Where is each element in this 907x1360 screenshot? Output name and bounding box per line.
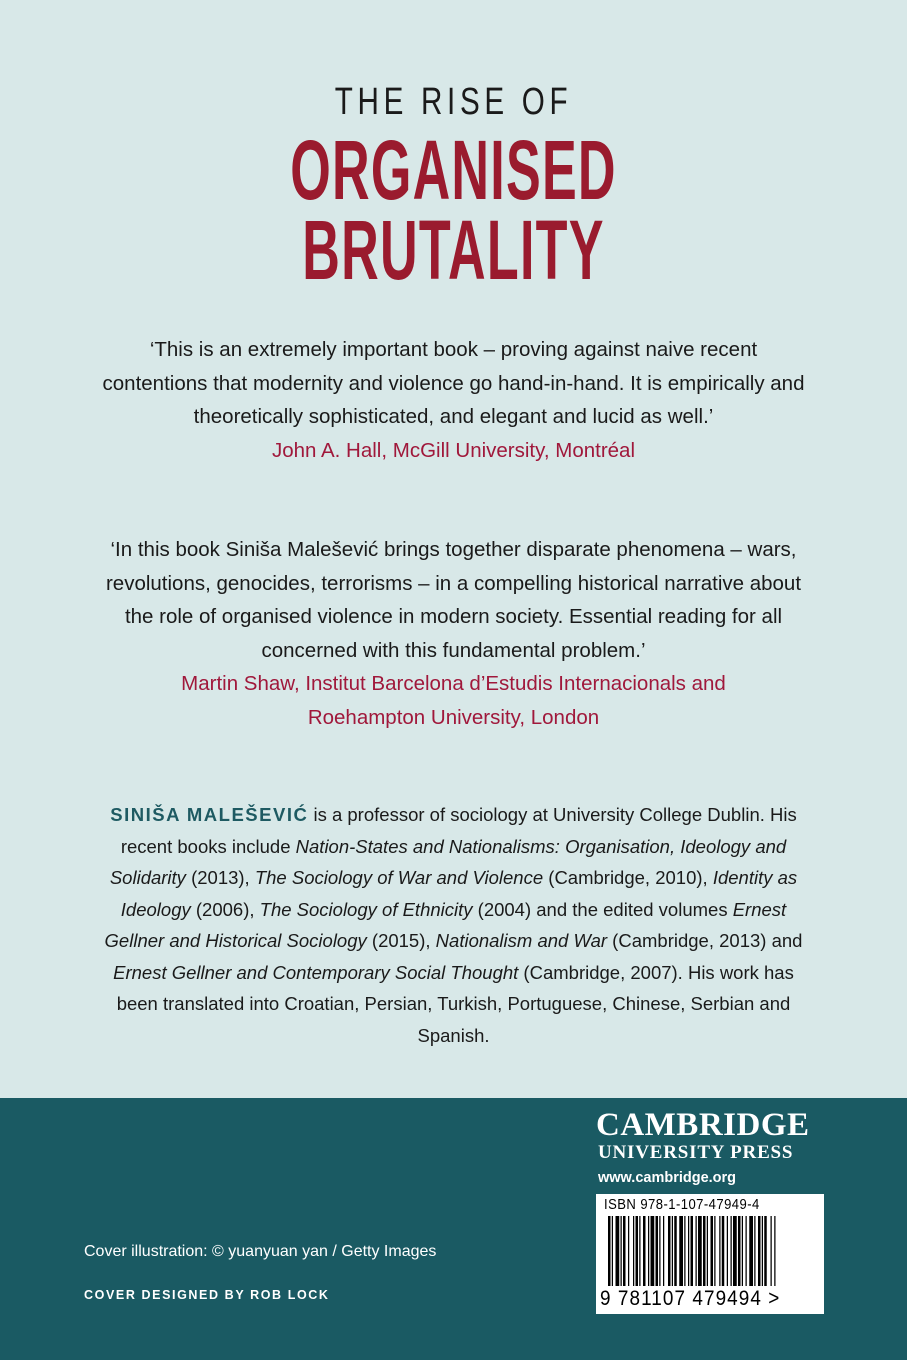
barcode-bar xyxy=(688,1216,689,1286)
cover-illustration-credit: Cover illustration: © yuanyuan yan / Getty Images xyxy=(84,1243,437,1260)
barcode-bar xyxy=(643,1216,646,1286)
publisher-press: UNIVERSITY PRESS xyxy=(598,1142,794,1163)
barcode-bar xyxy=(636,1216,639,1286)
bio-text: (2006), xyxy=(190,898,260,920)
barcode-bar xyxy=(663,1216,664,1286)
footer-band xyxy=(0,1098,907,1360)
isbn-label: ISBN 978-1-107-47949-4 xyxy=(604,1197,760,1213)
barcode-bar xyxy=(754,1216,755,1286)
publisher-logo: CAMBRIDGE xyxy=(596,1107,810,1143)
barcode-bar xyxy=(758,1216,761,1286)
barcode-bar xyxy=(616,1216,620,1286)
barcode-bar xyxy=(612,1216,613,1286)
barcode-bar xyxy=(639,1216,640,1286)
bio-text: (2004) and the edited volumes xyxy=(472,898,733,920)
barcode-icon xyxy=(608,1216,816,1286)
barcode-bar xyxy=(714,1216,715,1286)
review-quote-2 xyxy=(100,533,807,734)
barcode-bar xyxy=(672,1216,673,1286)
review-quote-1 xyxy=(100,333,807,467)
barcode-bar xyxy=(711,1216,714,1286)
quote-attribution: John A. Hall, McGill University, Montréal xyxy=(271,438,636,462)
author-name: SINIŠA MALEŠEVIĆ xyxy=(110,804,309,825)
publisher-url: www.cambridge.org xyxy=(598,1170,737,1186)
book-title-ref: Ernest Gellner and Contemporary Social Thought xyxy=(113,961,519,983)
quote-attribution: Roehampton University, London xyxy=(307,705,600,729)
bio-text: (Cambridge, 2010), xyxy=(543,867,713,888)
barcode-bar xyxy=(764,1216,767,1286)
bio-text: (2015), xyxy=(366,930,436,951)
barcode-bar xyxy=(774,1216,775,1286)
quote-attribution: Martin Shaw, Institut Barcelona d’Estudis Internacionals and xyxy=(181,672,726,695)
book-title-ref: Nationalism and War xyxy=(435,930,608,951)
barcode-bar xyxy=(608,1216,611,1286)
barcode-bar xyxy=(731,1216,732,1286)
barcode-bar xyxy=(656,1216,659,1286)
barcode-bar xyxy=(719,1216,720,1286)
book-title-ref: The Sociology of Ethnicity xyxy=(259,898,473,920)
title-line-2: ORGANISED xyxy=(290,123,617,217)
barcode-bar xyxy=(674,1216,677,1286)
title-line-1: THE RISE OF xyxy=(334,81,573,123)
bio-text: is a professor of sociology at University College Dublin. His recent books include xyxy=(120,804,797,857)
barcode-bar xyxy=(727,1216,728,1286)
barcode-bar xyxy=(659,1216,660,1286)
barcode-bar xyxy=(698,1216,702,1286)
barcode-bar xyxy=(742,1216,743,1286)
barcode-bar xyxy=(746,1216,747,1286)
barcode-bar xyxy=(633,1216,634,1286)
barcode-bar xyxy=(696,1216,697,1286)
barcode-bar xyxy=(771,1216,772,1286)
book-title xyxy=(0,80,907,297)
barcode-bar xyxy=(623,1216,626,1286)
barcode-digits: 9 781107 479494 > xyxy=(600,1287,781,1310)
barcode-bar xyxy=(679,1216,683,1286)
barcode-bar xyxy=(738,1216,741,1286)
bio-text: (Cambridge, 2013) and xyxy=(607,930,803,951)
cover-designer-credit: COVER DESIGNED BY ROB LOCK xyxy=(84,1288,330,1302)
book-title-ref: The Sociology of War and Violence xyxy=(254,867,544,888)
barcode-bar xyxy=(648,1216,649,1286)
book-title-ref: Identity as Ideology xyxy=(120,867,798,920)
isbn-barcode xyxy=(596,1194,824,1314)
barcode-bar xyxy=(722,1216,725,1286)
barcode-bar xyxy=(668,1216,671,1286)
barcode-bar xyxy=(707,1216,708,1286)
title-line-3: BRUTALITY xyxy=(302,203,605,297)
barcode-bar xyxy=(651,1216,655,1286)
barcode-bar xyxy=(691,1216,694,1286)
quote-text: ‘In this book Siniša Malešević brings together disparate phenomena – wars, revolutions, genocides, terrorisms – in a compelling historical narrative about the role of organised violence in modern society. Essential reading for all concerned with this fundamental problem.’ xyxy=(105,538,802,662)
book-title-ref: Ernest Gellner and Historical Sociology xyxy=(104,898,787,951)
barcode-bar xyxy=(684,1216,685,1286)
bio-text: (2013), xyxy=(185,867,255,888)
barcode-bar xyxy=(621,1216,622,1286)
author-bio xyxy=(100,799,807,1051)
book-title-ref: Nation-States and Nationalisms: Organisation, Ideology and Solidarity xyxy=(109,835,787,888)
barcode-bar xyxy=(749,1216,753,1286)
barcode-bar xyxy=(628,1216,629,1286)
barcode-bar xyxy=(762,1216,763,1286)
barcode-bar xyxy=(703,1216,706,1286)
quote-text: ‘This is an extremely important book – proving against naive recent contentions that modernity and violence go hand-in-hand. It is empirically and theoretically sophisticated, and elegant and lucid as well.’ xyxy=(102,338,805,428)
bio-text: (Cambridge, 2007). His work has been translated into Croatian, Persian, Turkish, Portuguese, Chinese, Serbian and Spanish. xyxy=(116,961,794,1046)
barcode-bar xyxy=(733,1216,737,1286)
